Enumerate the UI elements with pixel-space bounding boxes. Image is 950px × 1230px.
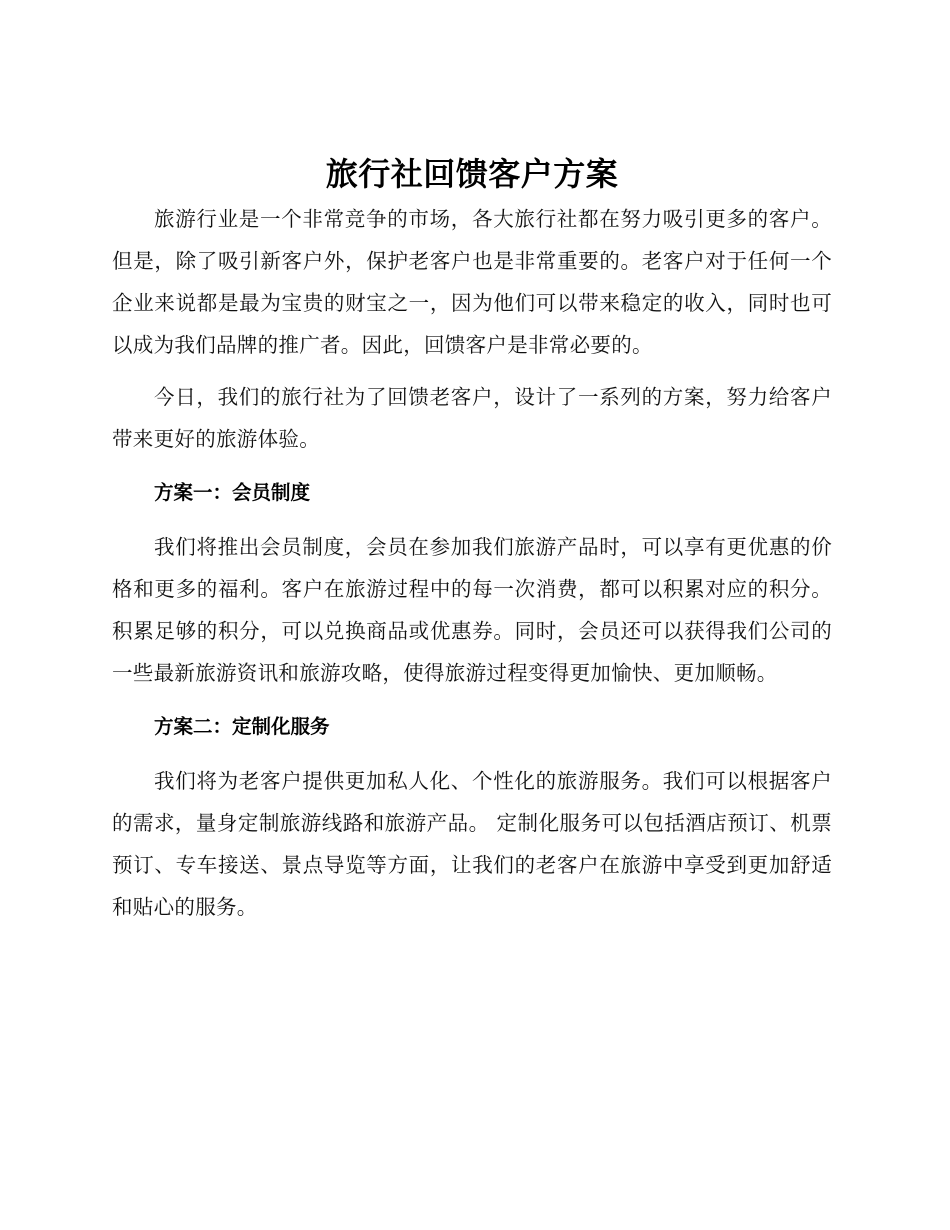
document-title: 旅行社回馈客户方案 [325, 155, 619, 193]
document-body [112, 150, 832, 928]
section-heading-customized-service: 方案二：定制化服务 [154, 715, 330, 738]
section-body-membership: 我们将推出会员制度，会员在参加我们旅游产品时，可以享有更优惠的价格和更多的福利。客户在旅游过程中的每一次消费，都可以积累对应的积分。积累足够的积分，可以兑换商品或优惠券。同时，会员还可以获得我们公司的一些最新旅游资讯和旅游攻略，使得旅游过程变得更加愉快、更加顺畅。 [112, 535, 832, 685]
section-body-customized-service: 我们将为老客户提供更加私人化、个性化的旅游服务。我们可以根据客户的需求，量身定制旅游线路和旅游产品。 定制化服务可以包括酒店预订、机票预订、专车接送、景点导览等方面，让我们的老客户在旅游中享受到更加舒适和贴心的服务。 [112, 769, 832, 919]
intro-paragraph-2: 今日，我们的旅行社为了回馈老客户，设计了一系列的方案，努力给客户带来更好的旅游体验。 [112, 385, 832, 451]
section-heading-membership: 方案一：会员制度 [154, 481, 311, 504]
intro-paragraph: 旅游行业是一个非常竞争的市场，各大旅行社都在努力吸引更多的客户。但是，除了吸引新客户外，保护老客户也是非常重要的。老客户对于任何一个企业来说都是最为宝贵的财宝之一，因为他们可以带来稳定的收入，同时也可以成为我们品牌的推广者。因此，回馈客户是非常必要的。 [112, 207, 832, 357]
